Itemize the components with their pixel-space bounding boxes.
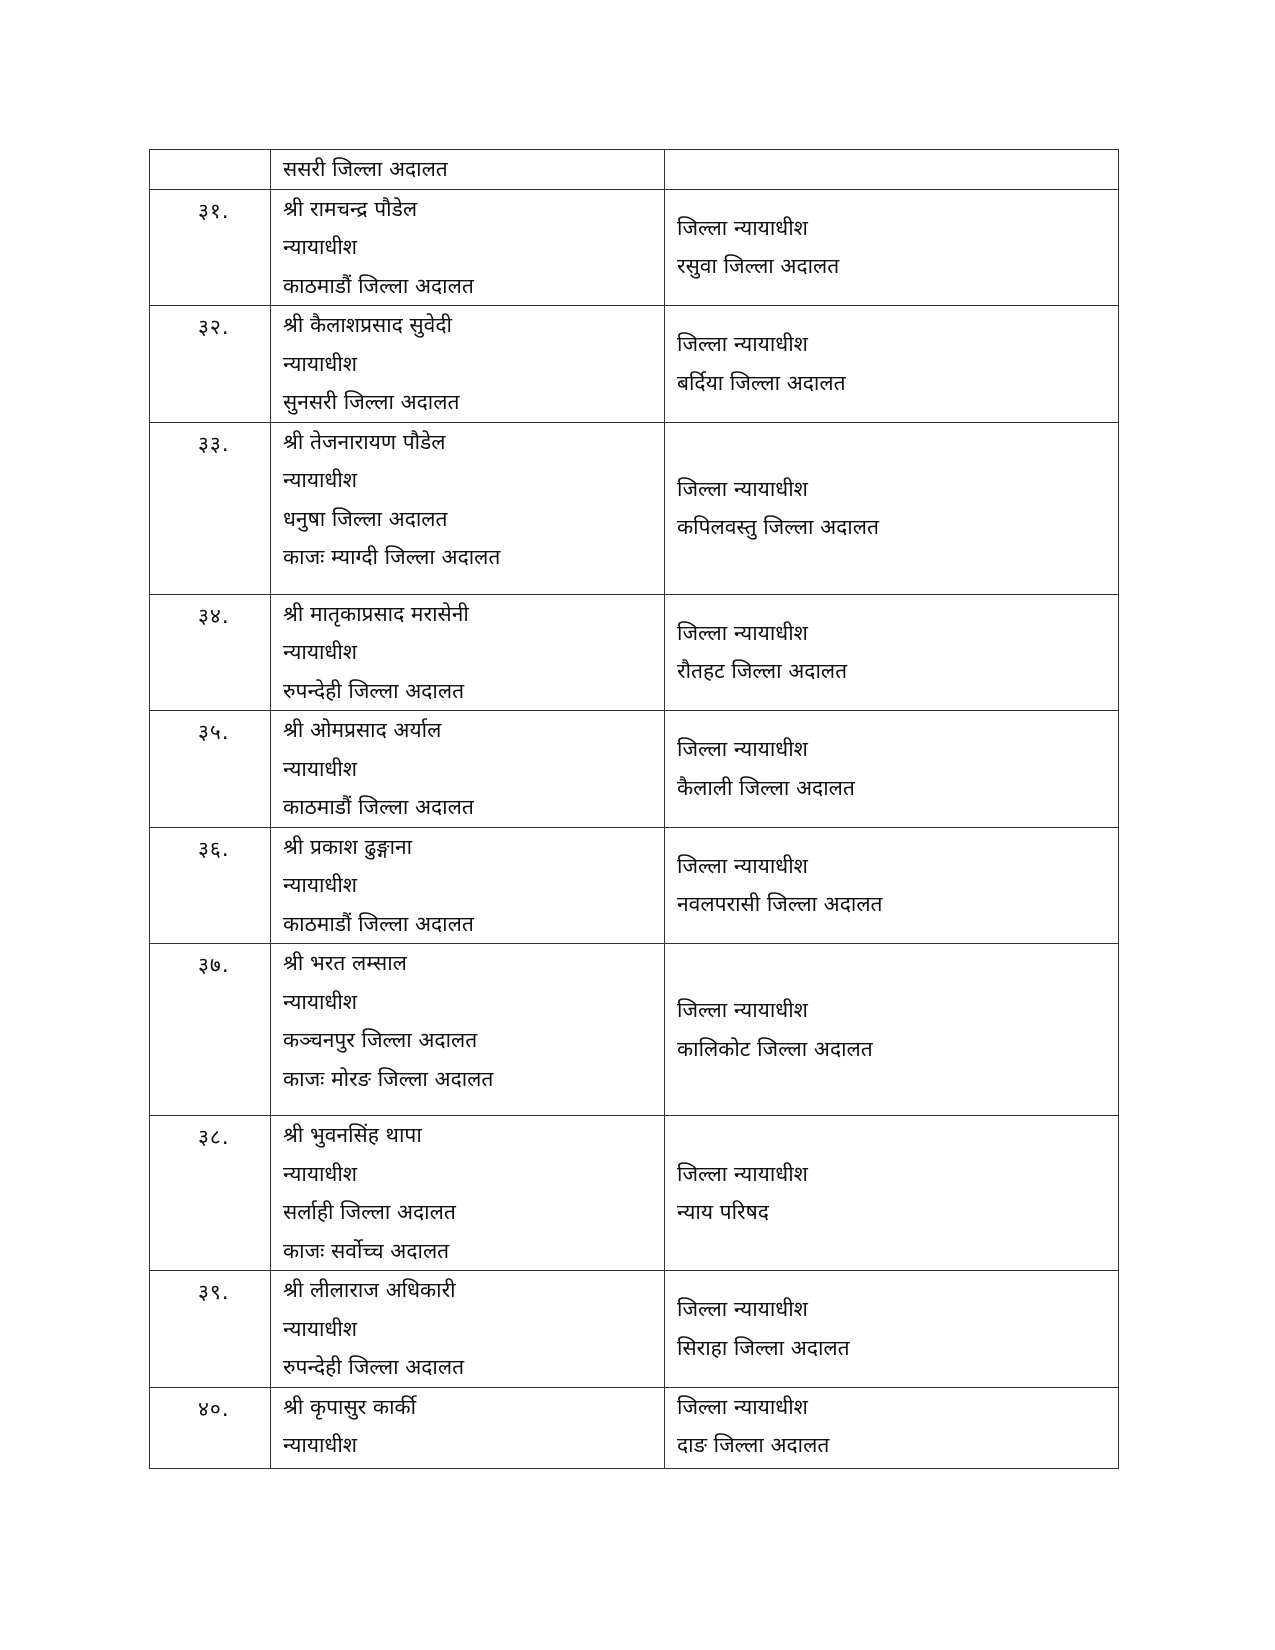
- new-posting: [665, 150, 1119, 190]
- serial-number: [150, 150, 271, 190]
- serial-number: ३४.: [150, 594, 271, 711]
- new-posting: [665, 594, 1119, 711]
- table-row: [150, 422, 1119, 594]
- new-posting: [665, 189, 1119, 306]
- posting-court: रौतहट जिल्ला अदालत: [677, 659, 848, 684]
- current-position: [271, 422, 665, 594]
- serial-number: ३८.: [150, 1116, 271, 1271]
- new-posting: [665, 306, 1119, 423]
- posting-designation: जिल्ला न्यायाधीश: [677, 332, 808, 357]
- table-row: [150, 1116, 1119, 1271]
- posting-court: कपिलवस्तु जिल्ला अदालत: [677, 515, 879, 539]
- posting-court: कालिकोट जिल्ला अदालत: [677, 1036, 873, 1061]
- current-designation: न्यायाधीश: [283, 1433, 358, 1457]
- current-line: ससरी जिल्ला अदालत: [283, 157, 448, 181]
- posting-court: नवलपरासी जिल्ला अदालत: [677, 892, 883, 917]
- judge-name: श्री भुवनसिंह थापा: [283, 1123, 422, 1147]
- judge-name: श्री तेजनारायण पौडेल: [283, 429, 446, 454]
- current-position: [271, 711, 665, 828]
- posting-designation: जिल्ला न्यायाधीश: [677, 1297, 808, 1322]
- current-designation: न्यायाधीश: [283, 640, 358, 664]
- transfer-table: [149, 149, 1119, 1469]
- current-designation: न्यायाधीश: [283, 756, 358, 781]
- current-designation: न्यायाधीश: [283, 468, 358, 492]
- table-row: [150, 944, 1119, 1116]
- judge-name: श्री कैलाशप्रसाद सुवेदी: [283, 313, 452, 337]
- new-posting: [665, 711, 1119, 828]
- posting-designation: जिल्ला न्यायाधीश: [677, 476, 808, 501]
- serial-number: ३३.: [150, 422, 271, 594]
- posting-designation: जिल्ला न्यायाधीश: [677, 1394, 808, 1419]
- acting-court: काजः म्याग्दी जिल्ला अदालत: [283, 545, 501, 569]
- current-position: [271, 150, 665, 190]
- current-position: [271, 1271, 665, 1388]
- current-designation: न्यायाधीश: [283, 351, 358, 376]
- posting-designation: जिल्ला न्यायाधीश: [677, 215, 808, 240]
- posting-court: बर्दिया जिल्ला अदालत: [677, 370, 846, 395]
- current-court: रुपन्देही जिल्ला अदालत: [283, 678, 465, 703]
- current-court: काठमाडौं जिल्ला अदालत: [283, 795, 474, 819]
- current-position: [271, 827, 665, 944]
- current-court: काठमाडौं जिल्ला अदालत: [283, 273, 474, 298]
- judge-name: श्री कृपासुर कार्की: [283, 1394, 417, 1419]
- serial-number: ४०.: [150, 1387, 271, 1468]
- table-row: [150, 1271, 1119, 1388]
- posting-court: न्याय परिषद: [677, 1200, 769, 1224]
- serial-number: ३९.: [150, 1271, 271, 1388]
- new-posting: [665, 944, 1119, 1116]
- table-row: [150, 711, 1119, 828]
- posting-designation: जिल्ला न्यायाधीश: [677, 853, 808, 878]
- judge-name: श्री लीलाराज अधिकारी: [283, 1278, 456, 1302]
- posting-designation: जिल्ला न्यायाधीश: [677, 737, 808, 762]
- posting-designation: जिल्ला न्यायाधीश: [677, 1161, 808, 1186]
- current-designation: न्यायाधीश: [283, 989, 358, 1014]
- current-position: [271, 306, 665, 423]
- current-designation: न्यायाधीश: [283, 873, 358, 897]
- current-designation: न्यायाधीश: [283, 235, 358, 259]
- posting-designation: जिल्ला न्यायाधीश: [677, 998, 808, 1022]
- table-row: [150, 1387, 1119, 1468]
- new-posting: [665, 1387, 1119, 1468]
- current-position: [271, 1387, 665, 1468]
- posting-court: कैलाली जिल्ला अदालत: [677, 775, 855, 800]
- judge-name: श्री रामचन्द्र पौडेल: [283, 196, 418, 221]
- current-court: कञ्चनपुर जिल्ला अदालत: [283, 1028, 478, 1052]
- current-designation: न्यायाधीश: [283, 1161, 358, 1186]
- table-row: [150, 594, 1119, 711]
- table-body: [150, 150, 1119, 1469]
- current-court: सुनसरी जिल्ला अदालत: [283, 390, 460, 414]
- table-row: [150, 189, 1119, 306]
- posting-court: सिराहा जिल्ला अदालत: [677, 1335, 850, 1360]
- serial-number: ३१.: [150, 189, 271, 306]
- judge-name: श्री भरत लम्साल: [283, 951, 407, 975]
- current-position: [271, 594, 665, 711]
- current-designation: न्यायाधीश: [283, 1316, 358, 1341]
- serial-number: ३५.: [150, 711, 271, 828]
- judge-name: श्री ओमप्रसाद अर्याल: [283, 718, 442, 742]
- current-court: काठमाडौं जिल्ला अदालत: [283, 911, 474, 936]
- judge-name: श्री मातृकाप्रसाद मरासेनी: [283, 601, 469, 626]
- table-row: [150, 150, 1119, 190]
- judge-name: श्री प्रकाश ढुङ्गाना: [283, 834, 413, 859]
- acting-court: काजः मोरङ जिल्ला अदालत: [283, 1066, 494, 1091]
- table-row: [150, 306, 1119, 423]
- current-court: रुपन्देही जिल्ला अदालत: [283, 1355, 465, 1379]
- new-posting: [665, 422, 1119, 594]
- current-position: [271, 944, 665, 1116]
- current-position: [271, 1116, 665, 1271]
- posting-court: रसुवा जिल्ला अदालत: [677, 254, 840, 279]
- posting-court: दाङ जिल्ला अदालत: [677, 1433, 830, 1457]
- current-court: धनुषा जिल्ला अदालत: [283, 506, 448, 531]
- serial-number: ३२.: [150, 306, 271, 423]
- new-posting: [665, 827, 1119, 944]
- serial-number: ३७.: [150, 944, 271, 1116]
- table-row: [150, 827, 1119, 944]
- new-posting: [665, 1116, 1119, 1271]
- serial-number: ३६.: [150, 827, 271, 944]
- current-court: सर्लाही जिल्ला अदालत: [283, 1200, 456, 1224]
- current-position: [271, 189, 665, 306]
- new-posting: [665, 1271, 1119, 1388]
- acting-court: काजः सर्वोच्च अदालत: [283, 1238, 450, 1263]
- posting-designation: जिल्ला न्यायाधीश: [677, 620, 808, 645]
